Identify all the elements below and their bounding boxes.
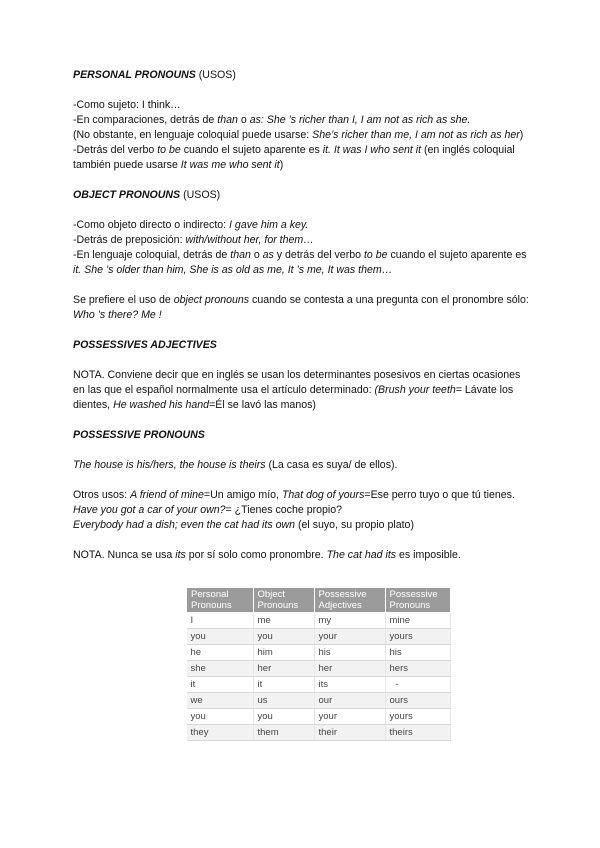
text-run: Possessive — [389, 589, 438, 600]
document-body — [73, 68, 533, 563]
table-row — [187, 693, 451, 709]
text-run: =Ese perro tuyo o que tú tienes. — [364, 489, 515, 501]
text-run: as — [262, 249, 274, 261]
text-run: Personal — [191, 589, 229, 600]
text-run: (USOS) — [198, 69, 236, 81]
table-cell: their — [314, 725, 385, 741]
text-run: to be — [363, 249, 388, 261]
text-run: with/without her, for them… — [185, 234, 314, 246]
personal-line-2 — [73, 113, 533, 128]
text-run: A friend of mine — [130, 489, 204, 501]
text-run: than — [217, 114, 238, 126]
personal-line-1 — [73, 98, 533, 113]
text-run: Object — [257, 589, 285, 600]
object-line-1 — [73, 218, 533, 233]
table-cell: her — [314, 661, 385, 677]
text-run: -En lenguaje coloquial, detrás de — [73, 249, 231, 261]
object-pronouns-heading — [73, 188, 533, 203]
table-cell: theirs — [385, 725, 450, 741]
table-cell: his — [314, 645, 385, 661]
table-row — [187, 677, 451, 693]
table-cell: ours — [385, 693, 450, 709]
pronouns-note — [73, 548, 533, 563]
table-row — [187, 629, 451, 645]
table-cell: our — [314, 693, 385, 709]
text-run: = Lávate los dientes, — [73, 384, 514, 411]
text-run: -Detrás de preposición: — [73, 234, 186, 246]
text-run: = ¿Tienes coche propio? — [225, 504, 343, 516]
column-header — [314, 588, 385, 613]
possessive-adjectives-heading: POSSESSIVES ADJECTIVES — [73, 339, 217, 351]
text-run: ) — [279, 159, 284, 171]
text-run: o — [250, 249, 263, 261]
text-run: (Brush your teeth — [374, 384, 456, 396]
table-cell: his — [385, 645, 450, 661]
text-run: cuando se contesta a una pregunta con el pronombre sólo: — [249, 294, 529, 306]
table-cell: yours — [385, 709, 450, 725]
pronouns-paragraph-1 — [73, 458, 533, 473]
text-run: it. — [322, 144, 331, 156]
text-run: I gave him a key. — [229, 219, 309, 231]
table-cell: it — [187, 677, 254, 693]
table-cell: it — [253, 677, 314, 693]
table-row — [187, 613, 451, 629]
text-run: Adjectives — [318, 600, 362, 611]
text-run: (La casa es suya/ de ellos). — [265, 459, 398, 471]
column-header — [385, 588, 450, 613]
table-cell: you — [187, 629, 254, 645]
text-run: por sí solo como pronombre. — [185, 549, 327, 561]
text-run: It was me who sent it — [180, 159, 280, 171]
text-run: cuando el sujeto aparente es — [387, 249, 527, 261]
text-run: Pronouns — [191, 600, 232, 611]
table-cell: mine — [385, 613, 450, 629]
table-cell: hers — [385, 661, 450, 677]
table-cell: - — [385, 677, 450, 693]
object-line-3 — [73, 248, 533, 278]
text-run: Pronouns — [389, 600, 431, 611]
text-run: Se prefiere el uso de — [73, 294, 174, 306]
text-run: Everybody had a dish; even the cat had its own — [73, 519, 296, 531]
text-run: object pronouns — [173, 294, 250, 306]
table-cell: they — [187, 725, 254, 741]
text-run: Have you got a car of your own? — [73, 504, 226, 516]
table-cell: you — [253, 629, 314, 645]
table-cell: you — [253, 709, 314, 725]
table-cell: him — [253, 645, 314, 661]
text-run: to be — [157, 144, 181, 156]
text-run: The cat had its — [326, 549, 397, 561]
table-row — [187, 645, 451, 661]
column-header — [187, 588, 254, 613]
text-run: Who ’s there? Me ! — [73, 309, 162, 321]
table-cell: its — [314, 677, 385, 693]
text-run: That dog of yours — [281, 489, 365, 501]
text-run: PERSONAL PRONOUNS — [73, 69, 196, 81]
table-cell: her — [253, 661, 314, 677]
text-run: y detrás del verbo — [273, 249, 364, 261]
text-run: -Como sujeto: I think… — [73, 99, 181, 111]
text-run: o — [237, 114, 250, 126]
table-cell: your — [314, 629, 385, 645]
adjectives-note — [73, 368, 533, 413]
table-cell: them — [253, 725, 314, 741]
text-run: She’s richer than me, I am not as rich as her — [312, 129, 520, 141]
table-row — [187, 725, 451, 741]
table-cell: your — [314, 709, 385, 725]
table-cell: we — [187, 693, 254, 709]
text-run: (No obstante, en lenguaje coloquial puede usarse: — [73, 129, 313, 141]
table-cell: I — [187, 613, 254, 629]
text-run: ) — [519, 129, 524, 141]
text-run: It was I who sent it — [330, 144, 422, 156]
object-paragraph-2 — [73, 293, 533, 323]
text-run: es imposible. — [396, 549, 461, 561]
text-run: =Un amigo mío, — [203, 489, 282, 501]
text-run: (USOS) — [183, 189, 221, 201]
column-header — [253, 588, 314, 613]
pronouns-table — [186, 587, 451, 741]
table-cell: he — [187, 645, 254, 661]
text-run: Otros usos: — [73, 489, 131, 501]
table-cell: she — [187, 661, 254, 677]
text-run: The house is his/hers, the house is theirs — [73, 459, 266, 471]
text-run: NOTA. Nunca se usa — [73, 549, 176, 561]
text-run: its — [175, 549, 186, 561]
text-run: -En comparaciones, detrás de — [73, 114, 218, 126]
personal-line-3 — [73, 128, 533, 143]
text-run: -Como objeto directo o indirecto: — [73, 219, 230, 231]
text-run: cuando el sujeto aparente es — [180, 144, 323, 156]
text-run: OBJECT PRONOUNS — [73, 189, 181, 201]
possessive-pronouns-heading: POSSESSIVE PRONOUNS — [73, 429, 205, 441]
personal-pronouns-heading — [73, 68, 533, 83]
pronouns-paragraph-2 — [73, 488, 533, 533]
table-cell: my — [314, 613, 385, 629]
table-cell: us — [253, 693, 314, 709]
text-run: as: She ’s richer than I, I am not as rich as she. — [249, 114, 471, 126]
text-run: Pronouns — [257, 600, 299, 611]
table-row — [187, 709, 451, 725]
personal-line-4 — [73, 143, 533, 173]
text-run: Possessive — [318, 589, 367, 600]
text-run: it. She ’s older than him, She is as old as me, It ’s me, It was them… — [73, 264, 393, 276]
text-run: (el suyo, su propio plato) — [295, 519, 414, 531]
table-header-row — [187, 588, 451, 613]
table-row — [187, 661, 451, 677]
text-run: =Él se lavó las manos) — [209, 399, 316, 411]
text-run: NOTA. Conviene decir que en inglés se usan los determinantes posesivos en ciertas ocasiones en las que el español normalmente usa el artículo determinado: — [73, 369, 521, 396]
text-run: than — [230, 249, 251, 261]
table-cell: yours — [385, 629, 450, 645]
table-cell: you — [187, 709, 254, 725]
text-run: He washed his hand — [113, 399, 210, 411]
object-line-2 — [73, 233, 533, 248]
text-run: -Detrás del verbo — [73, 144, 158, 156]
text-run: (en inglés coloquial también puede usarse — [73, 144, 515, 171]
table-cell: me — [253, 613, 314, 629]
